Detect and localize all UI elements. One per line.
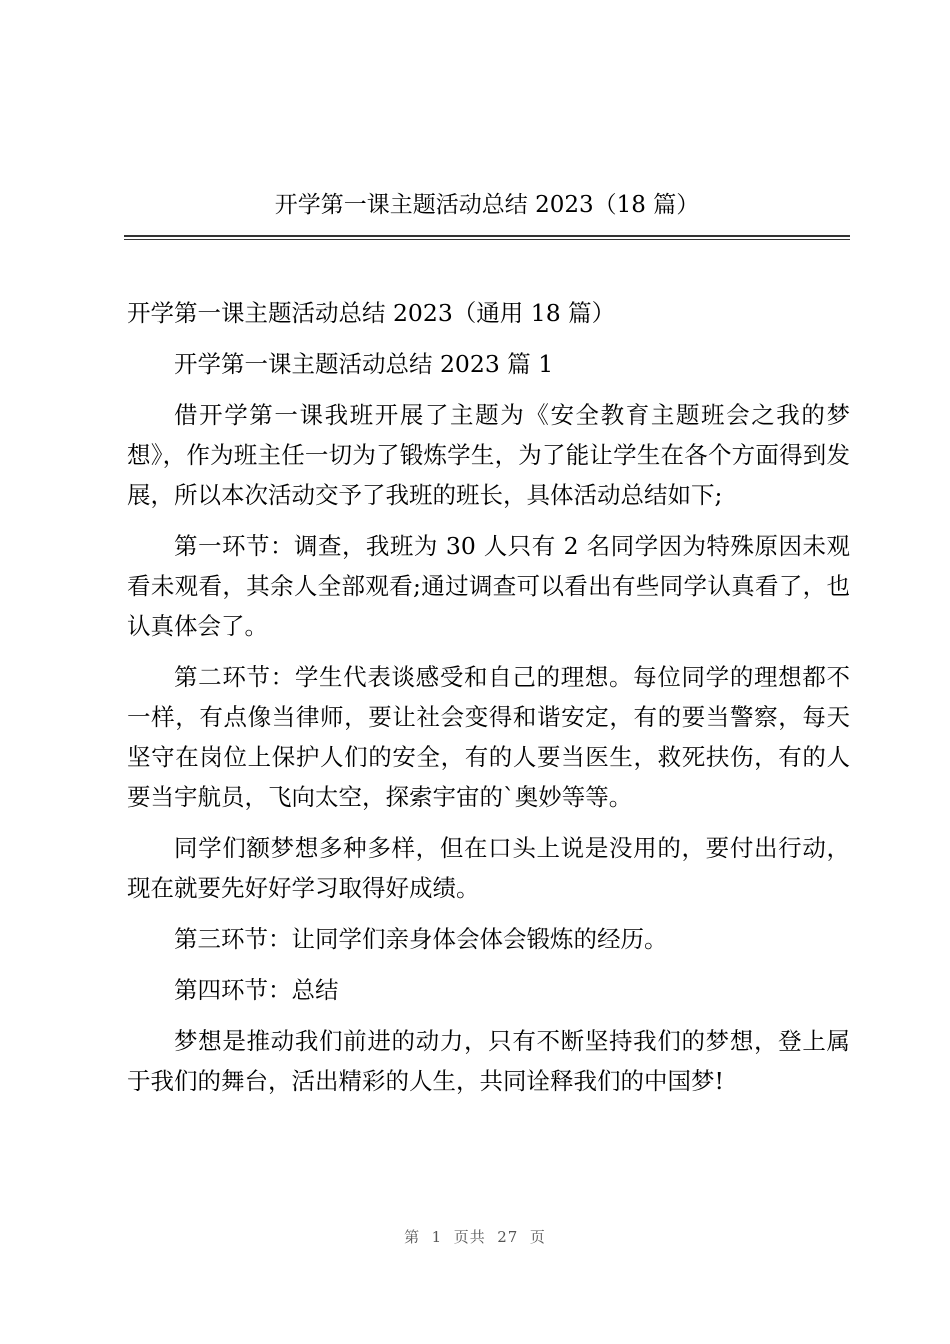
header-divider (124, 235, 850, 240)
paragraph: 梦想是推动我们前进的动力，只有不断坚持我们的梦想，登上属于我们的舞台，活出精彩的人生，共同诠释我们的中国梦! (127, 1027, 850, 1095)
paragraph: 第二环节：学生代表谈感受和自己的理想。每位同学的理想都不一样，有点像当律师，要让社会变得和谐安定，有的要当警察，每天坚守在岗位上保护人们的安全，有的人要当医生，救死扶伤，有的人要当宇航员，飞向太空，探索宇宙的`奥妙等等。 (127, 663, 850, 811)
paragraph: 同学们额梦想多种多样，但在口头上说是没用的，要付出行动，现在就要先好好学习取得好成绩。 (127, 834, 850, 902)
paragraph: 第三环节：让同学们亲身体会体会锻炼的经历。 (174, 925, 668, 953)
section-heading: 开学第一课主题活动总结 2023 篇 1 (174, 350, 554, 378)
page-number-footer: 第 1 页共 27 页 (404, 1228, 546, 1246)
paragraph: 借开学第一课我班开展了主题为《安全教育主题班会之我的梦想》，作为班主任一切为了锻炼学生，为了能让学生在各个方面得到发展，所以本次活动交予了我班的班长，具体活动总结如下; (127, 401, 850, 509)
document-body (127, 293, 850, 1101)
paragraph: 第一环节：调查，我班为 30 人只有 2 名同学因为特殊原因未观看未观看，其余人全部观看;通过调查可以看出有些同学认真看了，也认真体会了。 (127, 532, 850, 640)
paragraph: 第四环节：总结 (174, 976, 339, 1004)
header-title: 开学第一课主题活动总结 2023（18 篇） (274, 192, 700, 218)
document-title: 开学第一课主题活动总结 2023（通用 18 篇） (127, 299, 616, 327)
